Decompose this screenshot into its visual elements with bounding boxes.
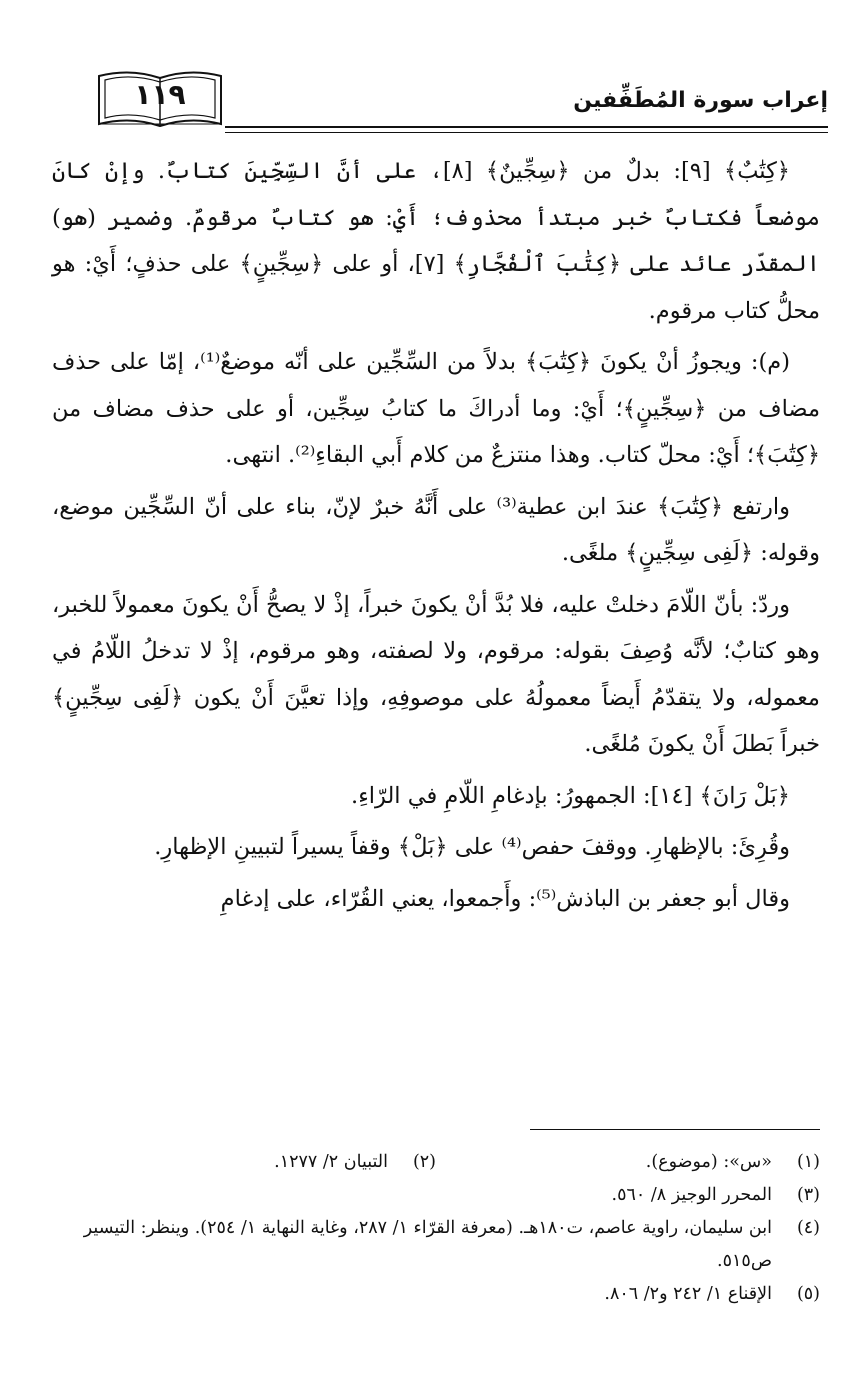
footnote-text: «س»: (موضوع). <box>645 1152 772 1172</box>
paragraph: وارتفع ﴿كِتَٰبَ﴾ عندَ ابن عطية⁽³⁾ على أَنَّهُ خبرٌ لإنّ، بناء على أنّ السِّجِّين موضع، وقوله: ﴿لَفِى سِجِّينٍ﴾ ملغًى. <box>52 493 820 566</box>
header-rule <box>225 126 828 128</box>
paragraph: وردّ: بأنّ اللّامَ دخلتْ عليه، فلا بُدَّ أنْ يكونَ خبراً، إذْ لا يصحُّ أَنْ يكونَ معمولاً للخبر، وهو كتابٌ؛ لأنَّه وُصِفَ بقوله: مرقوم، ولا لصفته، وهو مرقوم، إذْ لا تدخلُ اللّامُ في معموله، ولا يتقدّمُ أَيضاً معمولُهُ على موصوفِهِ، وإذا تعيَّنَ أَنْ يكون ﴿لَفِى سِجِّينٍ﴾ خبراً بَطلَ أَنْ يكونَ مُلغًى. <box>52 591 820 757</box>
header-rule-thin <box>225 132 828 133</box>
footnote-item <box>436 1146 820 1179</box>
paragraph: وقال أبو جعفر بن الباذش⁽⁵⁾: وأَجمعوا، يعني القُرّاء، على إدغامِ <box>220 885 790 912</box>
footnote-item <box>52 1212 820 1278</box>
footnote-text: الإقناع ١/ ٢٤٢ و٢/ ٨٠٦. <box>604 1284 772 1304</box>
paragraph: ﴿كِتَٰبٌ﴾ [٩]: بدلٌ من ﴿سِجِّينٌ﴾ [٨]، على أنَّ السِّجِّينَ كتابٌ. وإنْ كانَ موضعاً فكتابٌ خبر مبتدأ محذوف؛ أَيْ: هو كتابٌ مرقومٌ. وضمير (هو) المقدّر عائد على ﴿كِتَٰبَ ٱلْفُجَّارِ﴾ [٧]، أو على ﴿سِجِّينٍ﴾ على حذفٍ؛ أَيْ: هو محلُّ كتاب مرقوم. <box>52 158 820 324</box>
paragraph: (م): ويجوزُ أنْ يكونَ ﴿كِتَٰبَ﴾ بدلاً من السِّجِّين على أنّه موضعٌ⁽¹⁾، إمّا على حذف مضاف من ﴿سِجِّينٍ﴾؛ أَيْ: وما أدراكَ ما كتابُ سِجِّين، أو على حذف مضاف من ﴿كِتَٰبَ﴾؛ أَيْ: محلّ كتاب. وهذا منتزعٌ من كلام أَبي البقاءِ⁽²⁾. انتهى. <box>52 349 820 468</box>
paragraph: وقُرِئَ: بالإظهارِ. ووقفَ حفص⁽⁴⁾ على ﴿بَلْ﴾ وقفاً يسيراً لتبيينِ الإظهارِ. <box>154 834 790 860</box>
footnote-number: (٢) <box>412 1152 436 1172</box>
footnote-text: ابن سليمان، راوية عاصم، ت١٨٠هـ. (معرفة القرّاء ١/ ٢٨٧، وغاية النهاية ١/ ٢٥٤). وينظر: التيسير ص٥١٥. <box>83 1218 772 1271</box>
footnote-number: (٤) <box>796 1218 820 1238</box>
main-text <box>52 148 820 922</box>
footnote-text: التبيان ٢/ ١٢٧٧. <box>274 1152 388 1172</box>
paragraph: ﴿بَلْ رَانَ﴾ [١٤]: الجمهورُ: بإدغامِ اللّامِ في الرّاءِ. <box>351 782 790 809</box>
footnote-number: (٣) <box>796 1185 820 1205</box>
footnote-item <box>52 1146 436 1179</box>
footnote-row <box>52 1146 820 1179</box>
page-number: ١١٩ <box>134 78 186 111</box>
footnote-number: (١) <box>796 1152 820 1172</box>
footnote-text: المحرر الوجيز ٨/ ٥٦٠. <box>611 1185 772 1205</box>
footnote-number: (٥) <box>796 1284 820 1304</box>
page-header <box>40 58 828 138</box>
footnote-item <box>52 1278 820 1311</box>
page-number-frame <box>95 66 225 130</box>
header-title: إعراب سورة المُطَفِّفين <box>573 88 828 113</box>
footnote-item <box>52 1179 820 1212</box>
footnotes <box>52 1146 820 1311</box>
footnote-separator <box>530 1129 820 1130</box>
